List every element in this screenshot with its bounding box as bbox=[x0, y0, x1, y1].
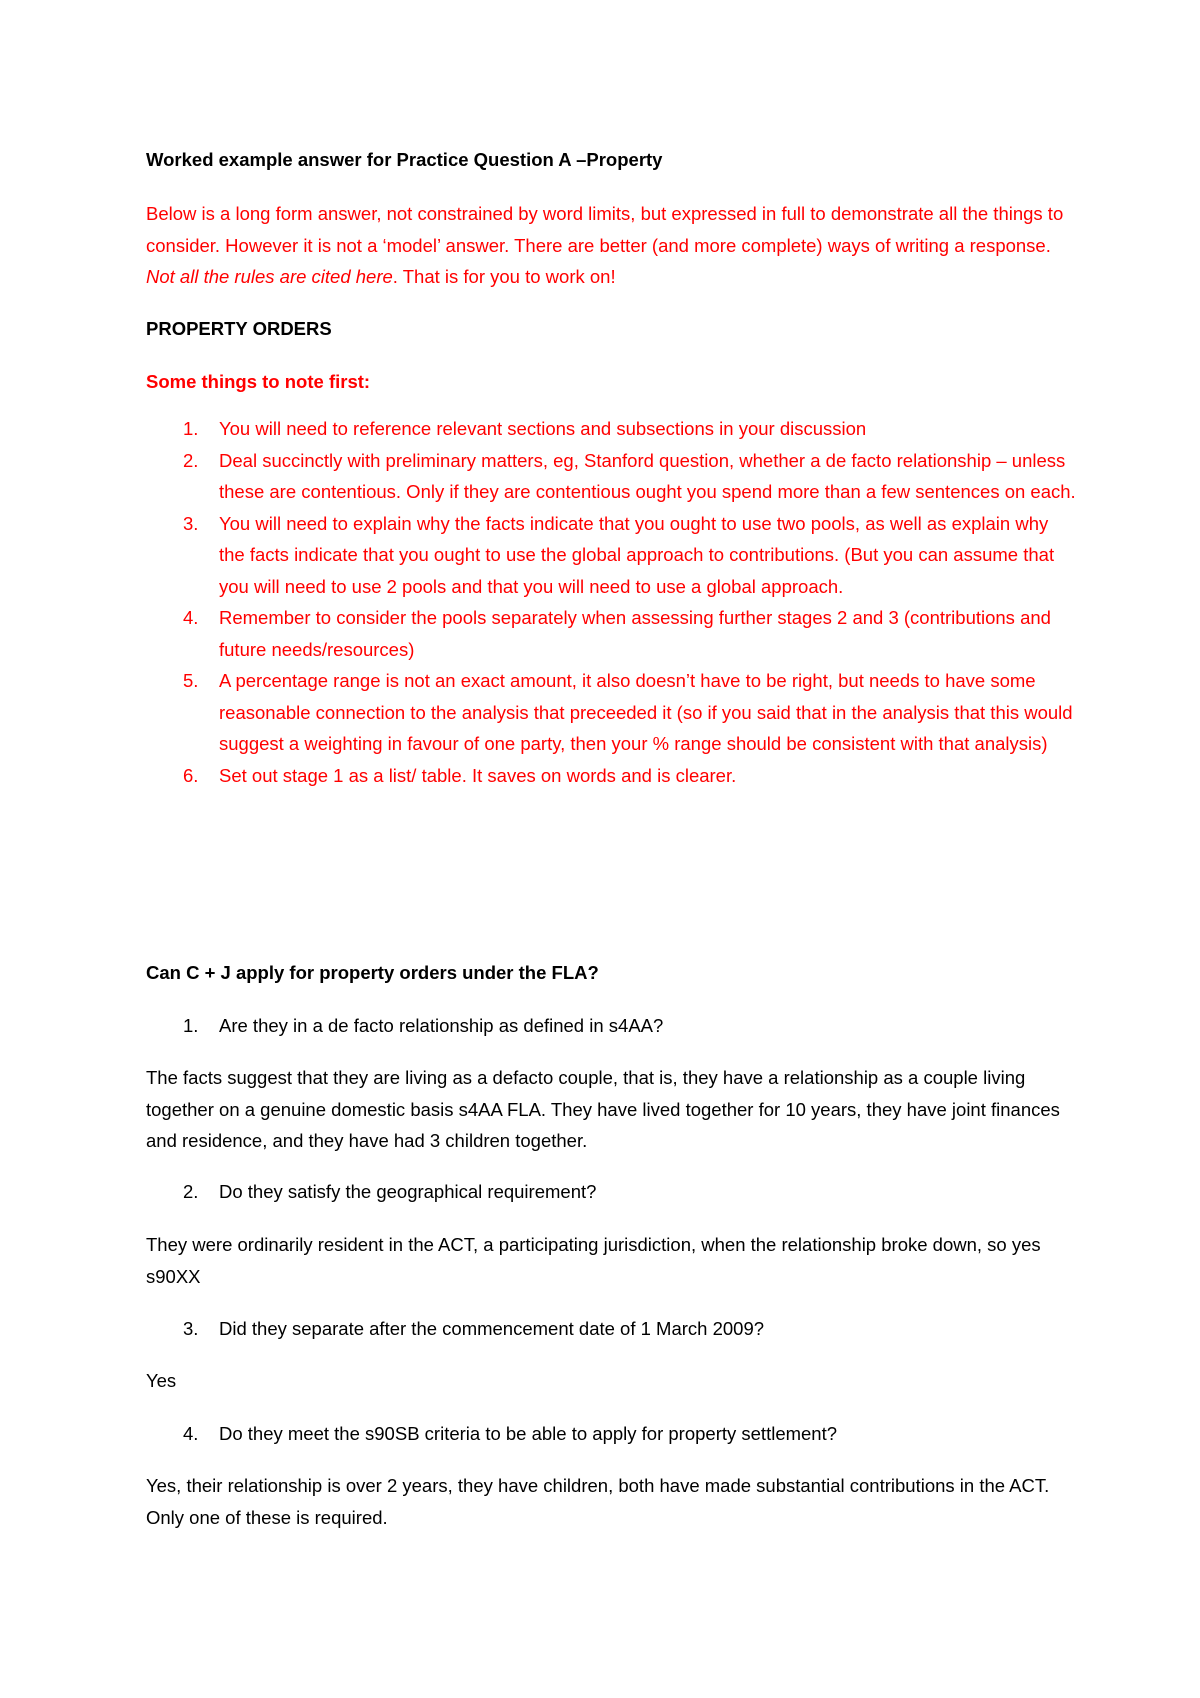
note-item bbox=[146, 508, 1076, 603]
note-number: 3. bbox=[183, 512, 199, 534]
note-number: 2. bbox=[183, 449, 199, 471]
answer-paragraph: Yes bbox=[146, 1370, 177, 1391]
intro-paragraph bbox=[146, 198, 1076, 293]
note-text: A percentage range is not an exact amount, it also doesn’t have to be right, but needs to have some reasonable connection to the analysis that preceeded it (so if you said that in the analysis that this would suggest a weighting in favour of one party, then your % range should be consistent with that analysis) bbox=[219, 670, 1073, 754]
note-number: 4. bbox=[183, 607, 199, 628]
note-item bbox=[146, 413, 1076, 445]
question-item bbox=[146, 1313, 1076, 1345]
notes-list bbox=[146, 413, 1076, 791]
note-number: 5. bbox=[183, 670, 199, 691]
note-number: 1. bbox=[183, 418, 199, 439]
note-item bbox=[146, 760, 1076, 792]
question-item bbox=[146, 1010, 1076, 1042]
question-number: 2. bbox=[183, 1181, 199, 1202]
answer-paragraph: Yes, their relationship is over 2 years, they have children, both have made substantial contributions in the ACT. Only one of these is required. bbox=[146, 1475, 1050, 1528]
note-item bbox=[146, 602, 1076, 665]
intro-italic-text: Not all the rules are cited here bbox=[146, 266, 393, 287]
note-text: Deal succinctly with preliminary matters, eg, Stanford question, whether a de facto relationship – unless these are contentious. Only if they are contentious ought you spend more than a few sentences on each. bbox=[219, 449, 1076, 502]
document-page bbox=[146, 0, 1076, 1698]
question-text: Did they separate after the commencement date of 1 March 2009? bbox=[219, 1318, 765, 1339]
note-item bbox=[146, 665, 1076, 760]
note-text: You will need to explain why the facts indicate that you ought to use two pools, as well as explain why the facts indicate that you ought to use the global approach to contributions. (But you can assume that you will need to use 2 pools and that you will need to use a global approach. bbox=[219, 512, 1055, 597]
note-text: You will need to reference relevant sections and subsections in your discussion bbox=[219, 418, 867, 439]
note-text: Remember to consider the pools separately when assessing further stages 2 and 3 (contributions and future needs/resources) bbox=[219, 607, 1051, 660]
notes-heading: Some things to note first: bbox=[146, 371, 371, 392]
question-text: Do they meet the s90SB criteria to be able to apply for property settlement? bbox=[219, 1423, 838, 1444]
note-number: 6. bbox=[183, 764, 199, 786]
section-heading: PROPERTY ORDERS bbox=[146, 318, 332, 339]
question-number: 3. bbox=[183, 1318, 199, 1339]
note-item bbox=[146, 445, 1076, 508]
answer-paragraph: They were ordinarily resident in the ACT, a participating jurisdiction, when the relationship broke down, so yes s90XX bbox=[146, 1234, 1041, 1287]
question-number: 4. bbox=[183, 1423, 199, 1444]
question-item bbox=[146, 1418, 1076, 1450]
question-item bbox=[146, 1176, 1076, 1208]
intro-text: Below is a long form answer, not constrained by word limits, but expressed in full to demonstrate all the things to consider. However it is not a ‘model’ answer. There are better (and more complete) ways of writing a response. bbox=[146, 203, 1064, 256]
intro-text-end: . That is for you to work on! bbox=[392, 266, 616, 287]
document-title: Worked example answer for Practice Question A –Property bbox=[146, 149, 663, 170]
question-text: Are they in a de facto relationship as defined in s4AA? bbox=[219, 1015, 664, 1036]
question-number: 1. bbox=[183, 1015, 199, 1036]
question-heading: Can C + J apply for property orders under the FLA? bbox=[146, 962, 599, 983]
question-text: Do they satisfy the geographical requirement? bbox=[219, 1181, 597, 1202]
note-text: Set out stage 1 as a list/ table. It saves on words and is clearer. bbox=[219, 764, 737, 786]
answer-paragraph: The facts suggest that they are living as a defacto couple, that is, they have a relationship as a couple living together on a genuine domestic basis s4AA FLA. They have lived together for 10 years, they have joint finances and residence, and they have had 3 children together. bbox=[146, 1067, 1060, 1151]
